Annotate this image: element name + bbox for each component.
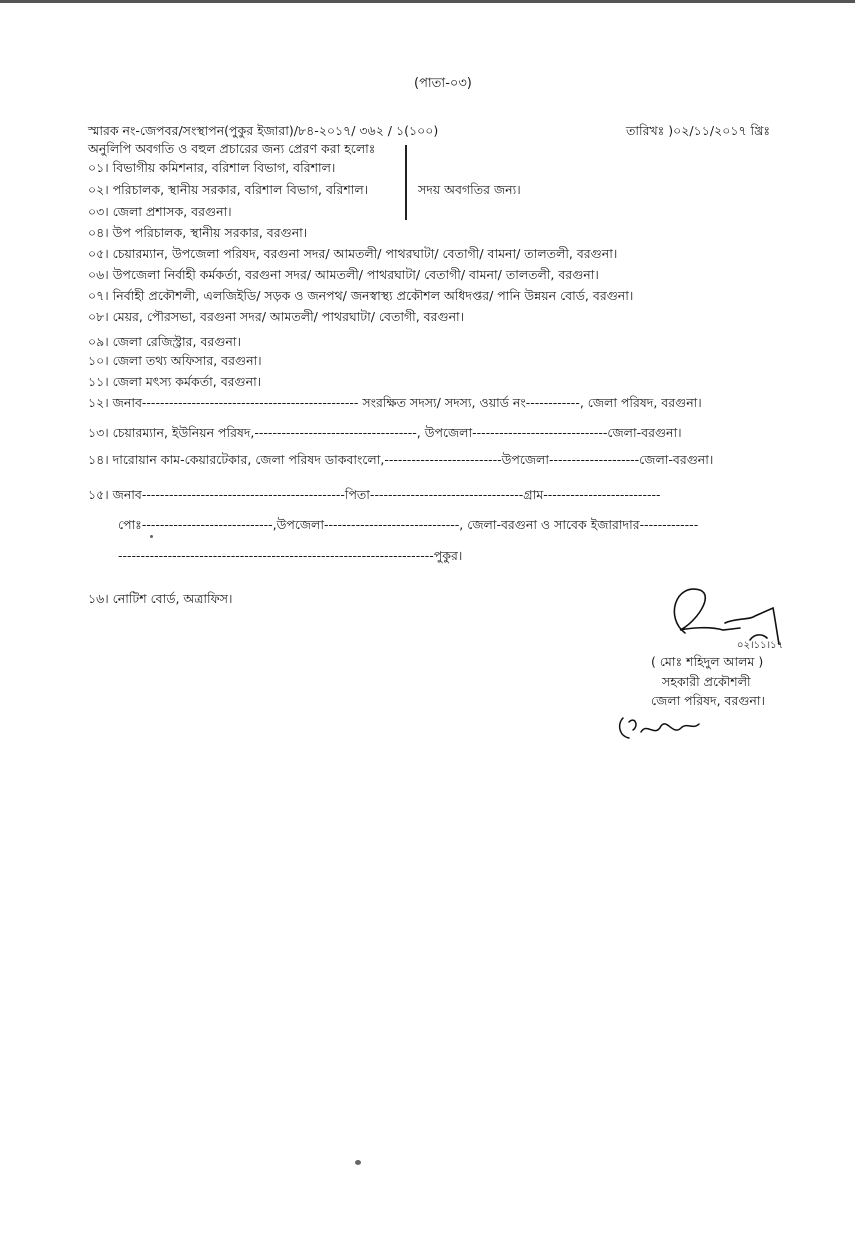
memo-date: তারিখঃ )০২/১১/২০১৭ খ্রিঃ (626, 123, 771, 138)
recipient-item: ০৮। মেয়র, পৌরসভা, বরগুনা সদর/ আমতলী/ পাথরঘাটা/ বেতাগী, বরগুনা। (88, 309, 465, 324)
recipient-item: ০৭। নির্বাহী প্রকৌশলী, এলজিইডি/ সড়ক ও জনপথ/ জনস্বাস্থ্য প্রকৌশল অধিদপ্তর/ পানি উন্নয়ন বোর্ড, বরগুনা। (88, 288, 634, 303)
recipient-item: ০৬। উপজেলা নির্বাহী কর্মকর্তা, বরগুনা সদর/ আমতলী/ পাথরঘাটা/ বেতাগী/ বামনা/ তালতলী, বরগুনা। (88, 267, 599, 282)
recipient-item-continuation: পোঃ-----------------------------,উপজেলা------------------------------, জেলা-বরগুনা ও সাবেক ইজারাদার------------- (118, 517, 699, 532)
signatory-office: জেলা পরিষদ, বরগুনা। (651, 693, 765, 708)
scan-speck (355, 1160, 361, 1165)
signatory-designation: সহকারী প্রকৌশলী (662, 674, 751, 689)
recipient-item: ১১। জেলা মৎস্য কর্মকর্তা, বরগুনা। (88, 374, 262, 389)
copy-intro: অনুলিপি অবগতি ও বহুল প্রচারের জন্য প্রেরণ করা হলোঃ (88, 141, 376, 156)
bracket-note: সদয় অবগতির জন্য। (418, 182, 521, 197)
initials-scribble (615, 708, 705, 744)
scan-edge-line (0, 0, 855, 3)
bracket-line (405, 145, 407, 220)
recipient-item: ০১। বিভাগীয় কমিশনার, বরিশাল বিভাগ, বরিশাল। (88, 160, 336, 175)
recipient-item: ০২। পরিচালক, স্থানীয় সরকার, বরিশাল বিভাগ, বরিশাল। (88, 182, 369, 197)
page-number-label: (পাতা-০৩) (414, 76, 472, 91)
memo-number: স্মারক নং-জেপবর/সংস্থাপন(পুকুর ইজারা)/৮৪-২০১৭/ ৩৬২ / ১(১০০) (88, 123, 439, 138)
recipient-item-continuation: ----------------------------------------------------------------------পুকুর। (118, 548, 463, 563)
recipient-item: ১৩। চেয়ারম্যান, ইউনিয়ন পরিষদ,------------------------------------, উপজেলা------------------------------জেলা-বরগুনা। (88, 425, 682, 440)
signature-scribble (655, 578, 795, 660)
recipient-item: ১৫। জনাব---------------------------------------------পিতা----------------------------------গ্রাম-------------------------- (88, 487, 661, 502)
recipient-item: ০৯। জেলা রেজিস্ট্রার, বরগুনা। (88, 334, 241, 349)
recipient-item: ০৩। জেলা প্রশাসক, বরগুনা। (88, 204, 232, 219)
recipient-item: ০৫। চেয়ারম্যান, উপজেলা পরিষদ, বরগুনা সদর/ আমতলী/ পাথরঘাটা/ বেতাগী/ বামনা/ তালতলী, বরগুনা। (88, 246, 618, 261)
recipient-item: ০৪। উপ পরিচালক, স্থানীয় সরকার, বরগুনা। (88, 225, 308, 240)
recipient-item: ১৬। নোটিশ বোর্ড, অত্রাফিস। (88, 591, 233, 606)
recipient-item: ১৪। দারোয়ান কাম-কেয়ারটেকার, জেলা পরিষদ ডাকবাংলো,--------------------------উপজেলা--------------------জেলা-বরগুনা। (88, 452, 714, 467)
recipient-item: ১২। জনাব------------------------------------------------ সংরক্ষিত সদস্য/ সদস্য, ওয়ার্ড নং------------, জেলা পরিষদ, বরগুনা। (88, 395, 702, 410)
svg-text:০২।১১।১৭: ০২।১১।১৭ (737, 640, 784, 651)
recipient-item: ১০। জেলা তথ্য অফিসার, বরগুনা। (88, 353, 262, 368)
signatory-name: ( মোঃ শহিদুল আলম ) (651, 654, 764, 669)
scan-speck (150, 535, 153, 538)
